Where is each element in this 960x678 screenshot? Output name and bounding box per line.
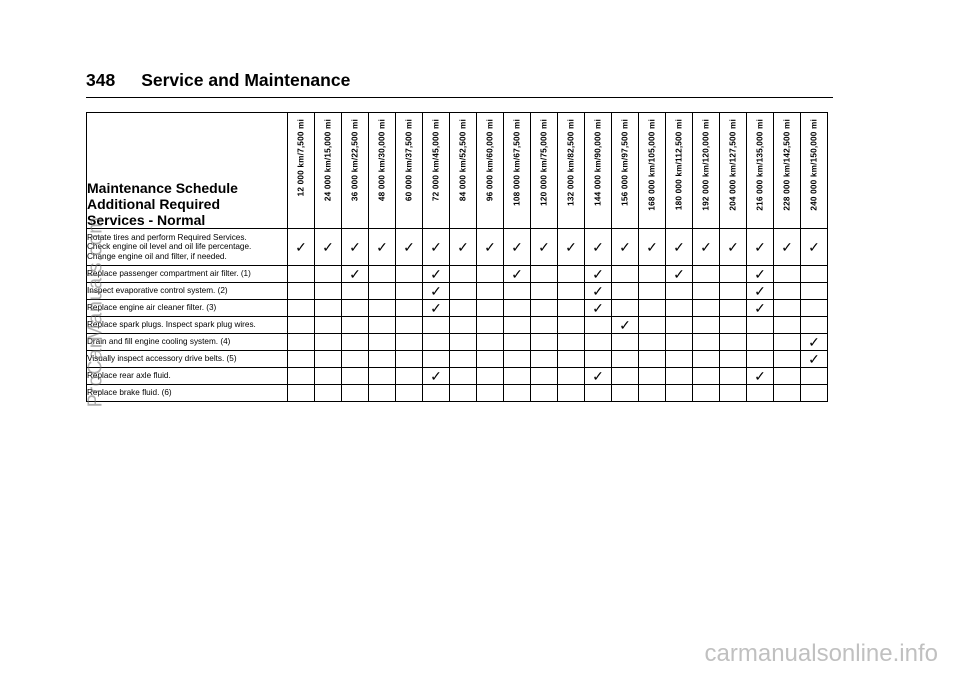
- interval-label: 192 000 km/120,000 mi: [701, 119, 711, 211]
- table-row: [87, 351, 828, 368]
- empty-cell: [801, 385, 828, 402]
- interval-label: 240 000 km/150,000 mi: [809, 119, 819, 211]
- checkmark-icon: ✓: [423, 229, 450, 266]
- empty-cell: [801, 266, 828, 283]
- empty-cell: [612, 385, 639, 402]
- checkmark-icon: ✓: [585, 283, 612, 300]
- table-row: [87, 334, 828, 351]
- checkmark-icon: ✓: [423, 368, 450, 385]
- service-description: Replace passenger compartment air filter. (1): [87, 266, 288, 283]
- empty-cell: [450, 317, 477, 334]
- empty-cell: [558, 283, 585, 300]
- table-title: [87, 113, 288, 229]
- empty-cell: [801, 283, 828, 300]
- empty-cell: [477, 351, 504, 368]
- empty-cell: [315, 266, 342, 283]
- interval-header: [531, 113, 558, 229]
- empty-cell: [477, 300, 504, 317]
- empty-cell: [801, 317, 828, 334]
- checkmark-icon: ✓: [801, 229, 828, 266]
- checkmark-icon: ✓: [585, 266, 612, 283]
- empty-cell: [369, 368, 396, 385]
- checkmark-icon: ✓: [747, 283, 774, 300]
- empty-cell: [315, 283, 342, 300]
- page-header: [86, 70, 350, 91]
- empty-cell: [342, 385, 369, 402]
- checkmark-icon: ✓: [774, 229, 801, 266]
- interval-label: 180 000 km/112,500 mi: [674, 119, 684, 211]
- interval-label: 120 000 km/75,000 mi: [539, 119, 549, 206]
- empty-cell: [342, 368, 369, 385]
- empty-cell: [801, 368, 828, 385]
- checkmark-icon: ✓: [639, 229, 666, 266]
- empty-cell: [666, 385, 693, 402]
- table-row: [87, 229, 828, 266]
- empty-cell: [315, 368, 342, 385]
- service-description: Replace brake fluid. (6): [87, 385, 288, 402]
- checkmark-icon: ✓: [504, 229, 531, 266]
- service-description: Replace spark plugs. Inspect spark plug wires.: [87, 317, 288, 334]
- empty-cell: [531, 351, 558, 368]
- empty-cell: [288, 317, 315, 334]
- interval-label: 228 000 km/142,500 mi: [782, 119, 792, 211]
- empty-cell: [666, 351, 693, 368]
- checkmark-icon: ✓: [585, 300, 612, 317]
- empty-cell: [504, 317, 531, 334]
- empty-cell: [693, 300, 720, 317]
- checkmark-icon: ✓: [477, 229, 504, 266]
- header-rule: [86, 97, 833, 98]
- empty-cell: [747, 385, 774, 402]
- empty-cell: [666, 300, 693, 317]
- checkmark-icon: ✓: [558, 229, 585, 266]
- empty-cell: [639, 317, 666, 334]
- interval-label: 36 000 km/22,500 mi: [350, 119, 360, 202]
- empty-cell: [558, 266, 585, 283]
- checkmark-icon: ✓: [288, 229, 315, 266]
- checkmark-icon: ✓: [342, 266, 369, 283]
- empty-cell: [531, 334, 558, 351]
- empty-cell: [288, 300, 315, 317]
- empty-cell: [774, 334, 801, 351]
- empty-cell: [423, 317, 450, 334]
- interval-header: [666, 113, 693, 229]
- checkmark-icon: ✓: [423, 266, 450, 283]
- interval-label: 132 000 km/82,500 mi: [566, 119, 576, 206]
- empty-cell: [801, 300, 828, 317]
- watermark-carmanualsonline: carmanualsonline.info: [704, 640, 938, 667]
- empty-cell: [693, 317, 720, 334]
- checkmark-icon: ✓: [369, 229, 396, 266]
- empty-cell: [639, 368, 666, 385]
- interval-label: 60 000 km/37,500 mi: [404, 119, 414, 202]
- empty-cell: [585, 334, 612, 351]
- checkmark-icon: ✓: [585, 368, 612, 385]
- service-description: Inspect evaporative control system. (2): [87, 283, 288, 300]
- empty-cell: [639, 385, 666, 402]
- checkmark-icon: ✓: [612, 317, 639, 334]
- empty-cell: [396, 317, 423, 334]
- empty-cell: [639, 266, 666, 283]
- empty-cell: [315, 300, 342, 317]
- empty-cell: [369, 283, 396, 300]
- empty-cell: [693, 266, 720, 283]
- empty-cell: [747, 334, 774, 351]
- empty-cell: [585, 317, 612, 334]
- interval-header: [423, 113, 450, 229]
- empty-cell: [774, 317, 801, 334]
- empty-cell: [531, 317, 558, 334]
- empty-cell: [774, 368, 801, 385]
- interval-header: [720, 113, 747, 229]
- empty-cell: [774, 351, 801, 368]
- empty-cell: [666, 368, 693, 385]
- checkmark-icon: ✓: [315, 229, 342, 266]
- empty-cell: [477, 283, 504, 300]
- empty-cell: [531, 368, 558, 385]
- service-description: Rotate tires and perform Required Services. Check engine oil level and oil life percentage. Change engine oil and filter, if needed.: [87, 229, 288, 266]
- empty-cell: [477, 317, 504, 334]
- checkmark-icon: ✓: [504, 266, 531, 283]
- empty-cell: [747, 351, 774, 368]
- empty-cell: [504, 300, 531, 317]
- empty-cell: [747, 317, 774, 334]
- interval-label: 72 000 km/45,000 mi: [431, 119, 441, 202]
- empty-cell: [288, 351, 315, 368]
- empty-cell: [720, 334, 747, 351]
- table-title-line: Additional Required: [87, 196, 220, 212]
- checkmark-icon: ✓: [423, 300, 450, 317]
- empty-cell: [288, 368, 315, 385]
- checkmark-icon: ✓: [666, 229, 693, 266]
- empty-cell: [612, 266, 639, 283]
- empty-cell: [774, 266, 801, 283]
- empty-cell: [396, 351, 423, 368]
- empty-cell: [720, 266, 747, 283]
- table-title-line: Services - Normal: [87, 212, 206, 228]
- empty-cell: [342, 283, 369, 300]
- empty-cell: [693, 351, 720, 368]
- empty-cell: [558, 300, 585, 317]
- interval-header: [774, 113, 801, 229]
- table-title-line: Maintenance Schedule: [87, 180, 238, 196]
- empty-cell: [396, 385, 423, 402]
- interval-label: 144 000 km/90,000 mi: [593, 119, 603, 206]
- empty-cell: [315, 351, 342, 368]
- table-header-row: [87, 113, 828, 229]
- empty-cell: [342, 334, 369, 351]
- empty-cell: [531, 266, 558, 283]
- empty-cell: [531, 283, 558, 300]
- empty-cell: [558, 351, 585, 368]
- empty-cell: [396, 266, 423, 283]
- empty-cell: [342, 300, 369, 317]
- interval-header: [342, 113, 369, 229]
- empty-cell: [720, 283, 747, 300]
- table-row: [87, 266, 828, 283]
- table-row: [87, 283, 828, 300]
- empty-cell: [612, 334, 639, 351]
- checkmark-icon: ✓: [612, 229, 639, 266]
- checkmark-icon: ✓: [423, 283, 450, 300]
- interval-header: [288, 113, 315, 229]
- empty-cell: [450, 368, 477, 385]
- empty-cell: [369, 317, 396, 334]
- empty-cell: [666, 334, 693, 351]
- interval-header: [585, 113, 612, 229]
- interval-header: [693, 113, 720, 229]
- service-description: Replace rear axle fluid.: [87, 368, 288, 385]
- table-row: [87, 317, 828, 334]
- empty-cell: [315, 334, 342, 351]
- empty-cell: [396, 334, 423, 351]
- empty-cell: [774, 283, 801, 300]
- checkmark-icon: ✓: [747, 300, 774, 317]
- checkmark-icon: ✓: [450, 229, 477, 266]
- empty-cell: [369, 300, 396, 317]
- empty-cell: [720, 351, 747, 368]
- empty-cell: [585, 385, 612, 402]
- empty-cell: [450, 385, 477, 402]
- empty-cell: [423, 334, 450, 351]
- empty-cell: [531, 300, 558, 317]
- checkmark-icon: ✓: [396, 229, 423, 266]
- empty-cell: [369, 266, 396, 283]
- empty-cell: [396, 368, 423, 385]
- interval-header: [612, 113, 639, 229]
- empty-cell: [531, 385, 558, 402]
- empty-cell: [720, 385, 747, 402]
- empty-cell: [639, 334, 666, 351]
- table-row: [87, 385, 828, 402]
- empty-cell: [504, 351, 531, 368]
- empty-cell: [288, 385, 315, 402]
- table-row: [87, 368, 828, 385]
- empty-cell: [369, 351, 396, 368]
- empty-cell: [450, 266, 477, 283]
- empty-cell: [450, 283, 477, 300]
- empty-cell: [585, 351, 612, 368]
- empty-cell: [369, 334, 396, 351]
- table-row: [87, 300, 828, 317]
- empty-cell: [504, 385, 531, 402]
- empty-cell: [693, 368, 720, 385]
- empty-cell: [693, 334, 720, 351]
- empty-cell: [288, 266, 315, 283]
- empty-cell: [612, 351, 639, 368]
- empty-cell: [396, 300, 423, 317]
- service-description: Drain and fill engine cooling system. (4): [87, 334, 288, 351]
- empty-cell: [693, 283, 720, 300]
- empty-cell: [720, 300, 747, 317]
- checkmark-icon: ✓: [801, 334, 828, 351]
- interval-label: 84 000 km/52,500 mi: [458, 119, 468, 202]
- empty-cell: [477, 385, 504, 402]
- interval-header: [369, 113, 396, 229]
- empty-cell: [639, 300, 666, 317]
- interval-header: [747, 113, 774, 229]
- empty-cell: [666, 283, 693, 300]
- empty-cell: [612, 368, 639, 385]
- checkmark-icon: ✓: [747, 368, 774, 385]
- checkmark-icon: ✓: [666, 266, 693, 283]
- empty-cell: [423, 351, 450, 368]
- empty-cell: [504, 283, 531, 300]
- interval-header: [558, 113, 585, 229]
- checkmark-icon: ✓: [585, 229, 612, 266]
- interval-header: [504, 113, 531, 229]
- interval-label: 108 000 km/67,500 mi: [512, 119, 522, 206]
- page-number: 348: [86, 70, 116, 90]
- service-description: Visually inspect accessory drive belts. (5): [87, 351, 288, 368]
- empty-cell: [639, 351, 666, 368]
- interval-label: 216 000 km/135,000 mi: [755, 119, 765, 211]
- interval-header: [801, 113, 828, 229]
- watermark-procarmanuals: ProCarManuals.com: [84, 216, 107, 408]
- interval-label: 204 000 km/127,500 mi: [728, 119, 738, 211]
- empty-cell: [612, 283, 639, 300]
- interval-label: 96 000 km/60,000 mi: [485, 119, 495, 202]
- interval-label: 12 000 km/7,500 mi: [296, 119, 306, 197]
- empty-cell: [342, 317, 369, 334]
- empty-cell: [288, 283, 315, 300]
- empty-cell: [666, 317, 693, 334]
- empty-cell: [558, 385, 585, 402]
- empty-cell: [720, 368, 747, 385]
- empty-cell: [558, 368, 585, 385]
- interval-header: [477, 113, 504, 229]
- service-description: Replace engine air cleaner filter. (3): [87, 300, 288, 317]
- interval-label: 156 000 km/97,500 mi: [620, 119, 630, 206]
- empty-cell: [288, 334, 315, 351]
- empty-cell: [477, 266, 504, 283]
- checkmark-icon: ✓: [693, 229, 720, 266]
- checkmark-icon: ✓: [747, 229, 774, 266]
- empty-cell: [477, 334, 504, 351]
- maintenance-schedule-table: [86, 112, 828, 402]
- empty-cell: [450, 300, 477, 317]
- empty-cell: [504, 368, 531, 385]
- empty-cell: [720, 317, 747, 334]
- interval-header: [639, 113, 666, 229]
- empty-cell: [558, 317, 585, 334]
- empty-cell: [558, 334, 585, 351]
- table-body: [87, 229, 828, 402]
- empty-cell: [315, 317, 342, 334]
- empty-cell: [639, 283, 666, 300]
- interval-label: 24 000 km/15,000 mi: [323, 119, 333, 202]
- checkmark-icon: ✓: [801, 351, 828, 368]
- interval-label: 48 000 km/30,000 mi: [377, 119, 387, 202]
- interval-label: 168 000 km/105,000 mi: [647, 119, 657, 211]
- interval-header: [450, 113, 477, 229]
- empty-cell: [369, 385, 396, 402]
- empty-cell: [774, 300, 801, 317]
- empty-cell: [450, 334, 477, 351]
- empty-cell: [504, 334, 531, 351]
- empty-cell: [477, 368, 504, 385]
- empty-cell: [774, 385, 801, 402]
- interval-header: [315, 113, 342, 229]
- section-title: Service and Maintenance: [141, 70, 351, 90]
- empty-cell: [396, 283, 423, 300]
- empty-cell: [450, 351, 477, 368]
- empty-cell: [612, 300, 639, 317]
- checkmark-icon: ✓: [531, 229, 558, 266]
- checkmark-icon: ✓: [342, 229, 369, 266]
- empty-cell: [315, 385, 342, 402]
- checkmark-icon: ✓: [720, 229, 747, 266]
- interval-header: [396, 113, 423, 229]
- empty-cell: [693, 385, 720, 402]
- empty-cell: [423, 385, 450, 402]
- empty-cell: [342, 351, 369, 368]
- checkmark-icon: ✓: [747, 266, 774, 283]
